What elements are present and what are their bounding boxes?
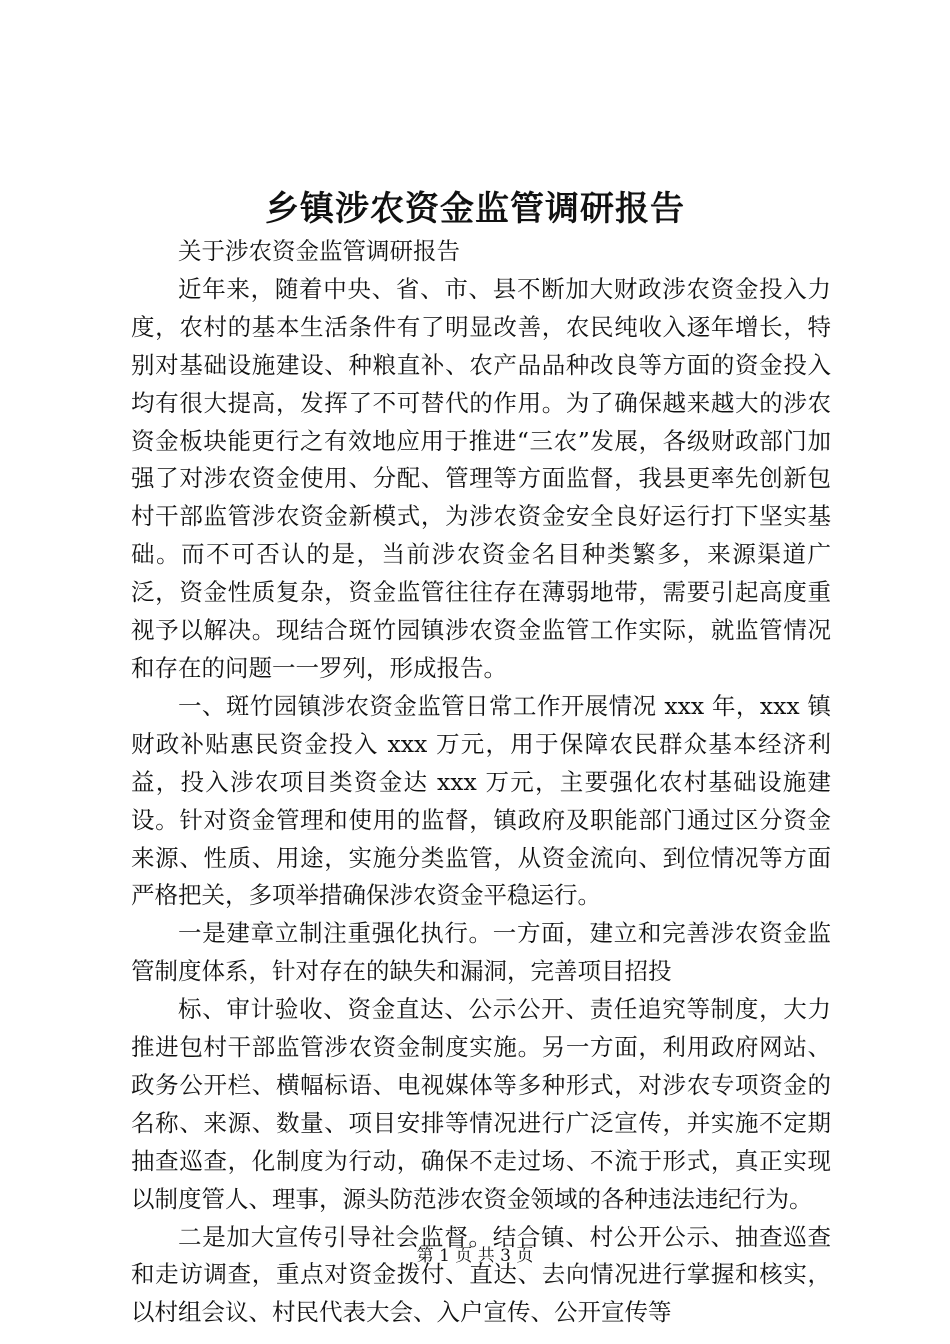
measure-one-paragraph: 一是建章立制注重强化执行。一方面，建立和完善涉农资金监管制度体系，针对存在的缺失和漏洞，完善项目招投: [131, 919, 831, 986]
document-title: 乡镇涉农资金监管调研报告: [265, 189, 685, 229]
section-one-paragraph: 一、斑竹园镇涉农资金监管日常工作开展情况 xxx 年，xxx 镇财政补贴惠民资金投入 xxx 万元，用于保障农民群众基本经济利益，投入涉农项目类资金达 xxx 万元，主要强化农村基础设施建设。针对资金管理和使用的监督，镇政府及职能部门通过区分资金来源、性质、用途，实施分类监管，从资金流向、到位情况等方面严格把关，多项举措确保涉农资金平稳运行。: [131, 691, 831, 910]
intro-paragraph: 近年来，随着中央、省、市、县不断加大财政涉农资金投入力度，农村的基本生活条件有了明显改善，农民纯收入逐年增长，特别对基础设施建设、种粮直补、农产品品种改良等方面的资金投入均有很大提高，发挥了不可替代的作用。为了确保越来越大的涉农资金板块能更行之有效地应用于推进“三农”发展，各级财政部门加强了对涉农资金使用、分配、管理等方面监督，我县更率先创新包村干部监管涉农资金新模式，为涉农资金安全良好运行打下坚实基础。而不可否认的是，当前涉农资金名目种类繁多，来源渠道广泛，资金性质复杂，资金监管往往存在薄弱地带，需要引起高度重视予以解决。现结合斑竹园镇涉农资金监管工作实际，就监管情况和存在的问题一一罗列，形成报告。: [131, 274, 831, 682]
document-body: [131, 233, 831, 1332]
measure-two-paragraph: 二是加大宣传引导社会监督。结合镇、村公开公示、抽查巡查和走访调查，重点对资金拨付、直达、去向情况进行掌握和核实，以村组会议、村民代表大会、入户宣传、公开宣传等: [131, 1222, 831, 1327]
page-footer: 第 1 页 共 3 页: [416, 1246, 534, 1266]
subtitle-paragraph: 关于涉农资金监管调研报告: [178, 237, 460, 265]
measure-one-continued-paragraph: 标、审计验收、资金直达、公示公开、责任追究等制度，大力推进包村干部监管涉农资金制度实施。另一方面，利用政府网站、政务公开栏、横幅标语、电视媒体等多种形式，对涉农专项资金的名称、来源、数量、项目安排等情况进行广泛宣传，并实施不定期抽查巡查，化制度为行动，确保不走过场、不流于形式，真正实现以制度管人、理事，源头防范涉农资金领域的各种违法违纪行为。: [131, 995, 831, 1213]
